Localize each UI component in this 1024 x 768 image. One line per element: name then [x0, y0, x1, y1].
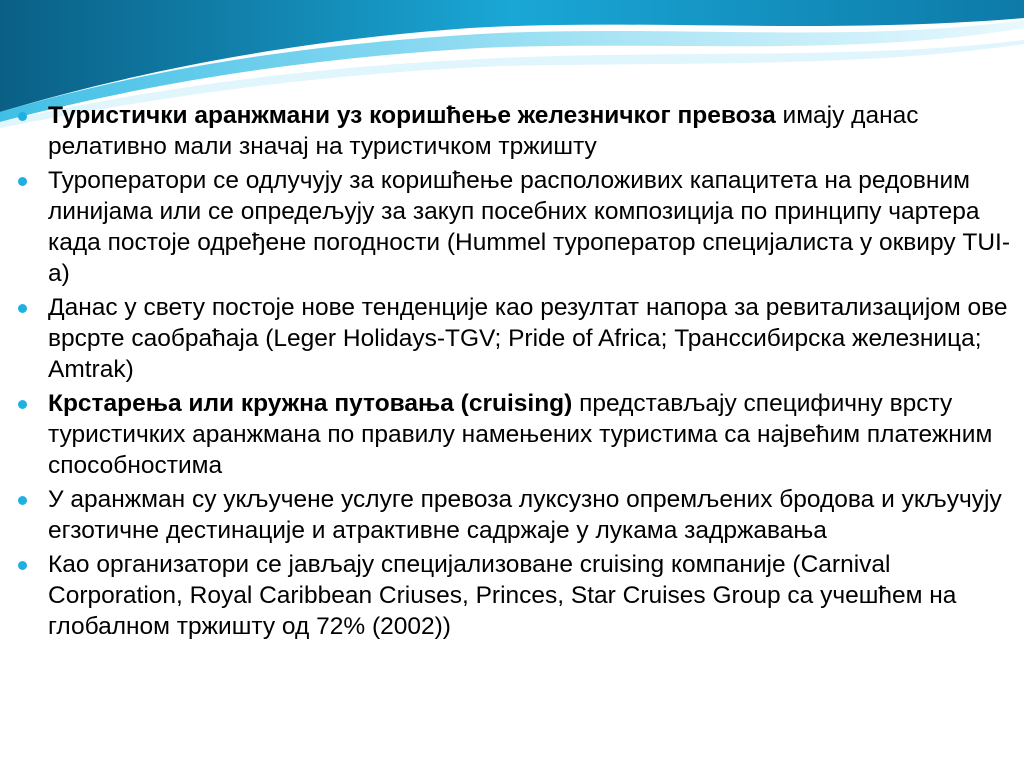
bullet-item: [18, 165, 1018, 289]
bullet-list: [18, 100, 1018, 642]
bullet-text: имају данас релативно мали значај на туристичком тржишту: [48, 102, 919, 160]
bullet-item: [18, 549, 1018, 642]
bullet-text: Туроператори се одлучују за коришћење расположивих капацитета на редовним линијама или се опредељују за закуп посебних композиција по принципу чартера када постоје одређене погодности (Hummel туроператор специјалиста у оквиру TUI-a): [48, 167, 1011, 287]
bullet-bold-text: Туристички аранжмани уз коришћење железничког превоза: [48, 102, 776, 129]
bullet-item: [18, 292, 1018, 385]
bullet-text: У аранжман су укључене услуге превоза луксузно опремљених бродова и укључују егзотичне дестинације и атрактивне садржаје у лукама задржавања: [48, 486, 1002, 544]
bullet-item: [18, 484, 1018, 546]
bullet-dot-icon: [18, 561, 27, 570]
bullet-item: [18, 100, 1018, 162]
bullet-dot-icon: [18, 304, 27, 313]
bullet-dot-icon: [18, 496, 27, 505]
bullet-text: Данас у свету постоје нове тенденције као резултат напора за ревитализацијом ове врсрте саобраћаја (Leger Holidays-TGV; Pride of Africa; Транссибирска железница; Amtrak): [48, 294, 1008, 383]
bullet-bold-text: Крстарења или кружна путовања (cruising): [48, 390, 573, 417]
bullet-item: [18, 388, 1018, 481]
bullet-dot-icon: [18, 177, 27, 186]
slide-content: [18, 100, 1018, 645]
bullet-text: Као организатори се јављају специјализоване cruising компаније (Carnival Corporation, Royal Caribbean Criuses, Princes, Star Cruises Group са учешћем на глобалном тржишту од 72% (2002)): [48, 551, 957, 640]
bullet-dot-icon: [18, 112, 27, 121]
bullet-text: представљају специфичну врсту туристичких аранжмана по правилу намењених туристима са највећим платежним способностима: [48, 390, 993, 479]
bullet-dot-icon: [18, 400, 27, 409]
